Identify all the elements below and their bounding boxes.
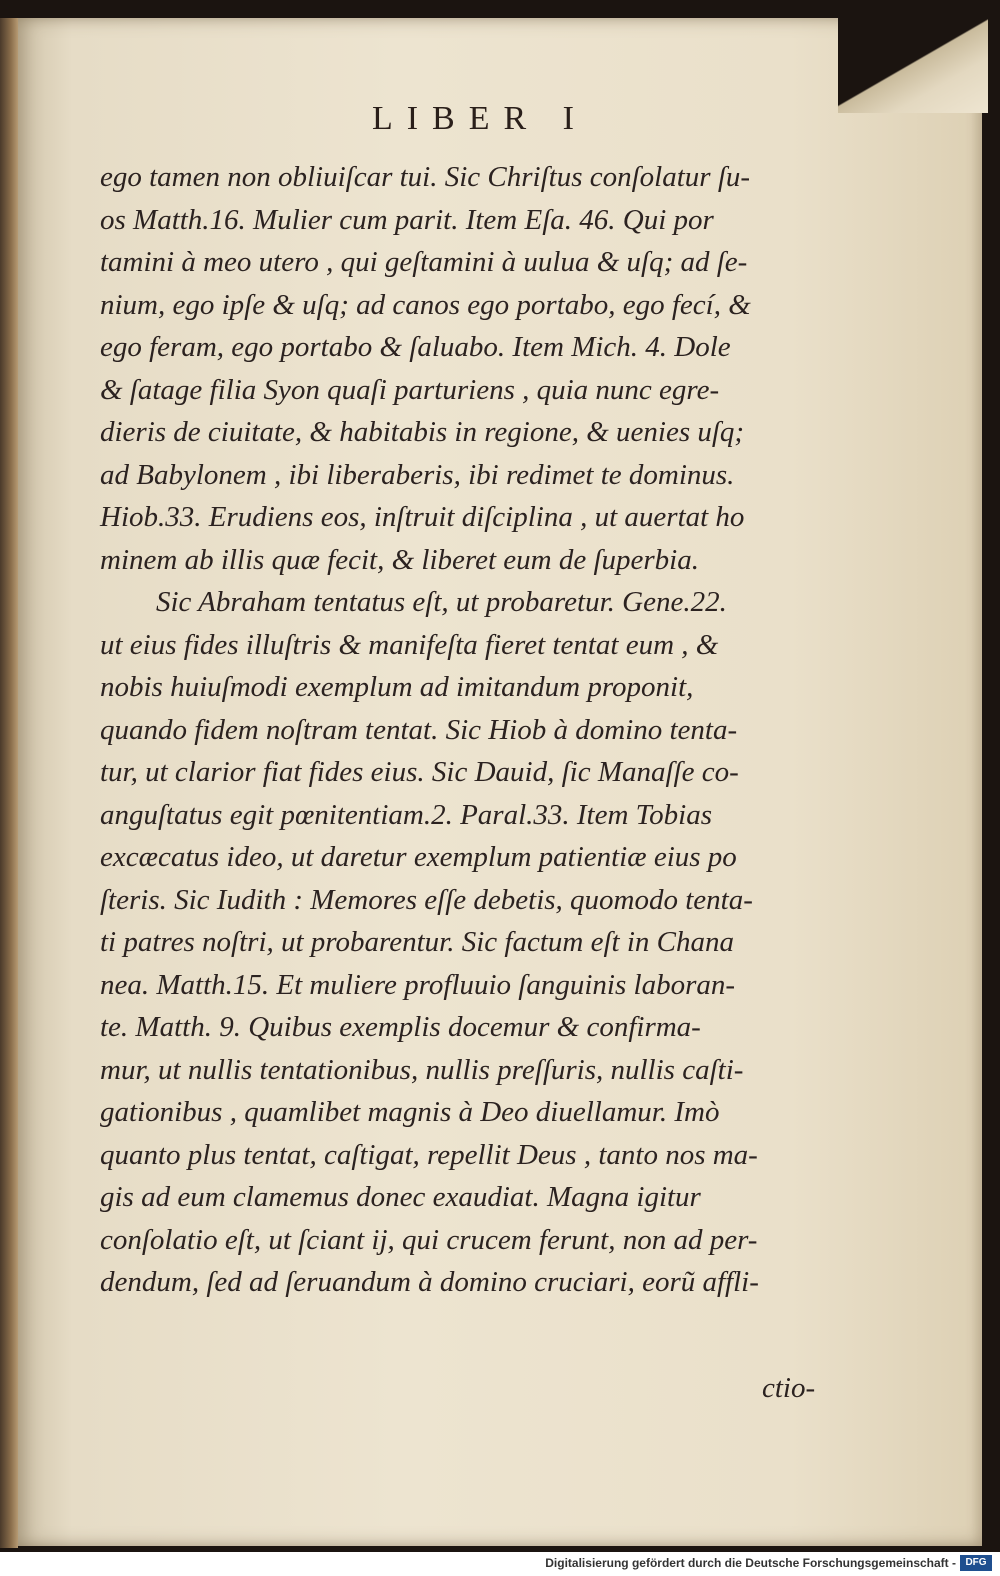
text-line: minem ab illis quæ fecit, & liberet eum de ſuperbia. (100, 543, 699, 576)
text-line: gationibus , quamlibet magnis à Deo diuellamur. Imò (100, 1096, 720, 1128)
dfg-logo: DFG (960, 1555, 992, 1571)
text-line: dieris de ciuitate, & habitabis in regione, & uenies uſq; (100, 416, 745, 448)
text-line: ego feram, ego portabo & ſaluabo. Item Mich. 4. Dole (100, 331, 731, 363)
text-line: ad Babylonem , ibi liberaberis, ibi redimet te dominus. (100, 458, 735, 491)
text-line: gis ad eum clamemus donec exaudiat. Magna igitur (100, 1181, 701, 1213)
text-line: dendum, ſed ad ſeruandum à domino cruciari, eorũ affli- (100, 1266, 759, 1298)
text-line: tamini à meo utero , qui geſtamini à uulua & uſq; ad ſe- (100, 246, 748, 278)
dog-eared-corner (838, 18, 988, 113)
running-header: LIBER I (371, 100, 589, 137)
catchword: ctio- (762, 1372, 816, 1404)
text-line: os Matth.16. Mulier cum parit. Item Eſa. 46. Qui por (100, 203, 714, 236)
text-line: quanto plus tentat, caſtigat, repellit Deus , tanto nos ma- (100, 1138, 758, 1171)
page-text (100, 156, 860, 1304)
text-line: excæcatus ideo, ut daretur exemplum patientiæ eius po (100, 841, 737, 873)
text-line: ti patres noſtri, ut probarentur. Sic factum eſt in Chana (100, 926, 734, 958)
text-line: ut eius fides illuſtris & manifeſta fieret tentat eum , & (100, 628, 719, 661)
text-line: ego tamen non obliuiſcar tui. Sic Chriſtus conſolatur ſu- (100, 161, 751, 193)
text-line: quando fidem noſtram tentat. Sic Hiob à domino tenta- (100, 713, 738, 746)
text-line: conſolatio eſt, ut ſciant ij, qui crucem ferunt, non ad per- (100, 1223, 758, 1256)
text-line: nea. Matth.15. Et muliere profluuio ſanguinis laboran- (100, 968, 736, 1001)
text-line: mur, ut nullis tentationibus, nullis preſſuris, nullis caſti- (100, 1053, 744, 1086)
text-line: nobis huiuſmodi exemplum ad imitandum proponit, (100, 671, 694, 703)
text-line: & ſatage filia Syon quaſi parturiens , quia nunc egre- (100, 373, 720, 406)
funding-notice: Digitalisierung gefördert durch die Deutsche Forschungsgemeinschaft - (545, 1556, 956, 1570)
text-line: Sic Abraham tentatus eſt, ut probaretur. Gene.22. (156, 586, 727, 618)
text-line: anguſtatus egit pœnitentiam.2. Paral.33. Item Tobias (100, 798, 712, 831)
text-line: nium, ego ipſe & uſq; ad canos ego portabo, ego fecí, & (100, 288, 751, 321)
text-line: ſteris. Sic Iudith : Memores eſſe debetis, quomodo tenta- (100, 883, 753, 916)
text-line: te. Matth. 9. Quibus exemplis docemur & confirma- (100, 1011, 701, 1043)
text-line: tur, ut clarior fiat fides eius. Sic Dauid, ſic Manaſſe co- (100, 756, 739, 788)
book-spine (0, 18, 18, 1548)
text-line: Hiob.33. Erudiens eos, inſtruit diſciplina , ut auertat ho (100, 501, 745, 533)
